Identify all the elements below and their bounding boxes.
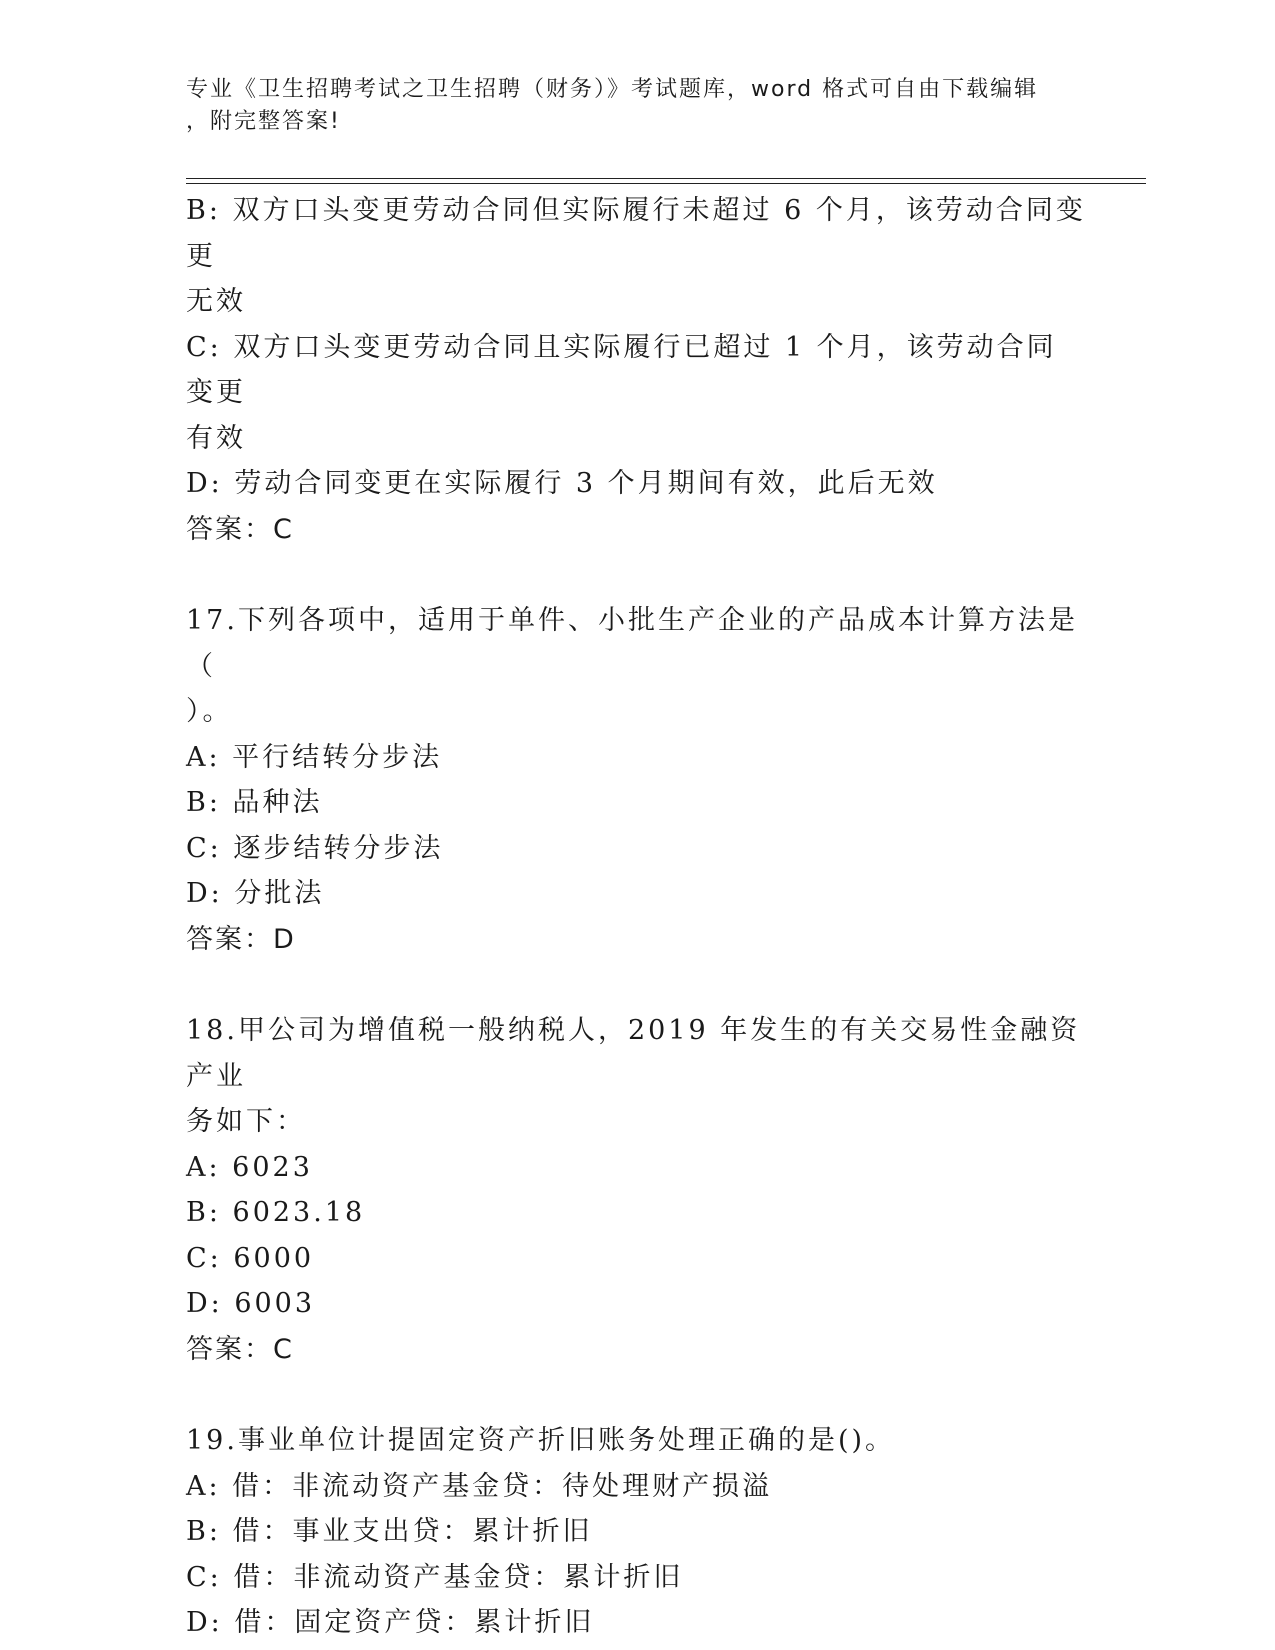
q16-option-b-line-1: B: 双方口头变更劳动合同但实际履行未超过 6 个月，该劳动合同变更 xyxy=(186,195,1086,272)
question-17-block xyxy=(186,598,1086,962)
q18-answer: 答案：C xyxy=(186,1333,294,1365)
q19-option-d: D: 借：固定资产贷：累计折旧 xyxy=(186,1607,595,1638)
q17-option-c: C: 逐步结转分步法 xyxy=(186,832,444,864)
document-body xyxy=(186,188,1086,1646)
question-18-block xyxy=(186,1008,1086,1372)
q16-option-d: D: 劳动合同变更在实际履行 3 个月期间有效，此后无效 xyxy=(186,468,938,499)
header-divider-bottom xyxy=(186,183,1146,184)
q18-option-b: B: 6023.18 xyxy=(186,1197,366,1228)
header-line-1: 专业《卫生招聘考试之卫生招聘（财务）》考试题库，word 格式可自由下载编辑 xyxy=(186,77,1039,102)
header-line-2: ，附完整答案! xyxy=(186,109,341,134)
q17-option-d: D: 分批法 xyxy=(186,878,325,909)
q18-stem-line-2: 务如下： xyxy=(186,1106,306,1137)
q17-stem-line-2: ）。 xyxy=(186,696,233,727)
q16-answer: 答案：C xyxy=(186,513,294,545)
question-19-block xyxy=(186,1418,1086,1646)
q17-option-a: A: 平行结转分步法 xyxy=(186,741,443,773)
q17-option-b: B: 品种法 xyxy=(186,787,323,818)
q18-option-c: C: 6000 xyxy=(186,1242,315,1274)
q18-stem-line-1: 18.甲公司为增值税一般纳税人，2019 年发生的有关交易性金融资产业 xyxy=(186,1015,1081,1092)
q19-option-a: A: 借：非流动资产基金贷：待处理财产损溢 xyxy=(186,1470,773,1502)
document-header xyxy=(186,74,1076,138)
q17-answer: 答案：D xyxy=(186,923,296,955)
question-16-block xyxy=(186,188,1086,552)
q19-option-b: B: 借：事业支出贷：累计折旧 xyxy=(186,1516,593,1547)
q16-option-c-line-1: C: 双方口头变更劳动合同且实际履行已超过 1 个月，该劳动合同变更 xyxy=(186,331,1057,408)
q17-stem-line-1: 17.下列各项中，适用于单件、小批生产企业的产品成本计算方法是（ xyxy=(186,605,1078,682)
q16-option-c-line-2: 有效 xyxy=(186,422,246,454)
spacer xyxy=(186,552,1086,598)
q19-stem: 19.事业单位计提固定资产折旧账务处理正确的是()。 xyxy=(186,1425,896,1456)
q19-option-c: C: 借：非流动资产基金贷：累计折旧 xyxy=(186,1561,684,1593)
spacer xyxy=(186,962,1086,1008)
q16-option-b-line-2: 无效 xyxy=(186,286,246,317)
spacer xyxy=(186,1372,1086,1418)
header-divider-top xyxy=(186,178,1146,179)
q18-option-a: A: 6023 xyxy=(186,1151,313,1183)
q18-option-d: D: 6003 xyxy=(186,1288,316,1319)
